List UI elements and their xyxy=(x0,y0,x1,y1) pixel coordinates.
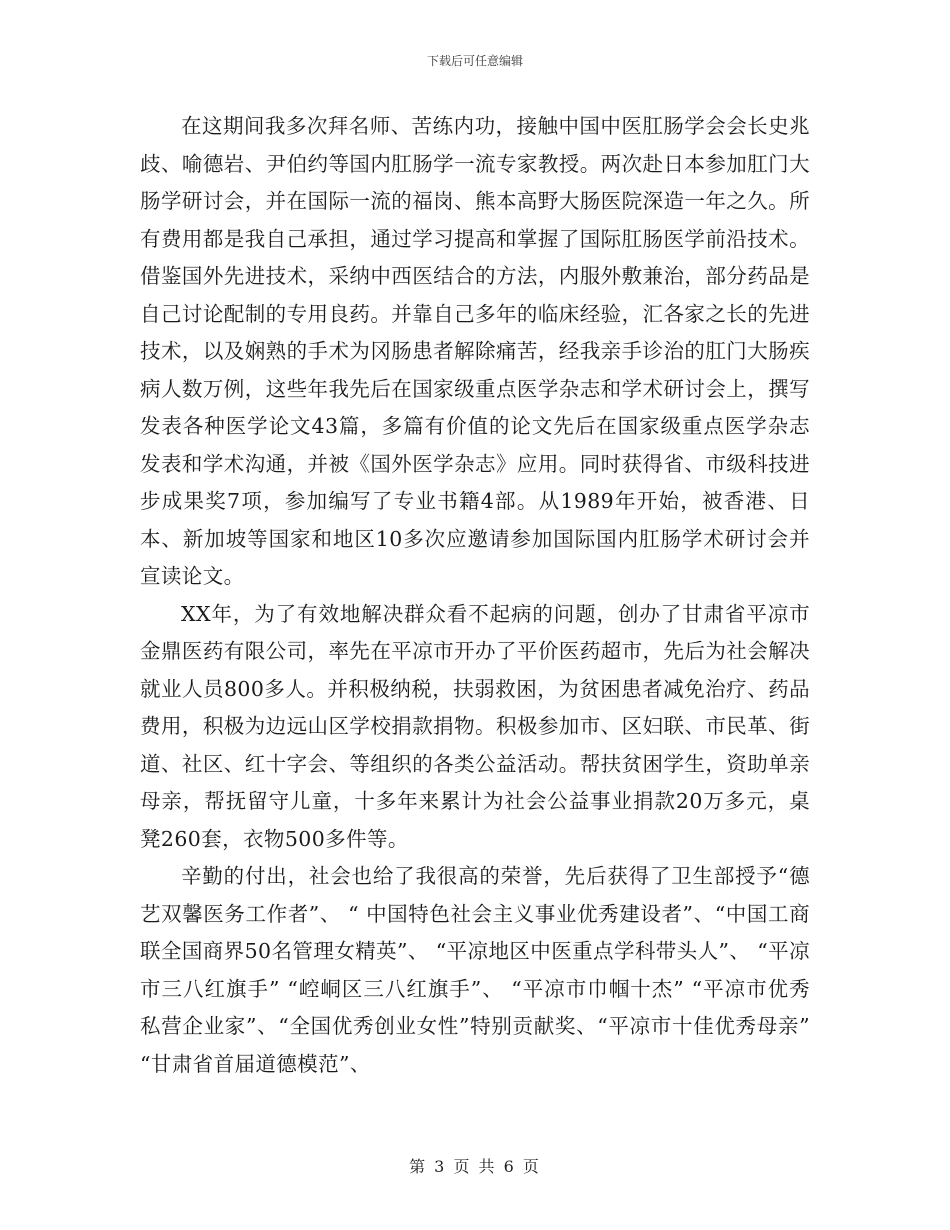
page-header: 下载后可任意编辑 xyxy=(426,54,523,68)
paragraph-2: XX年，为了有效地解决群众看不起病的问题，创办了甘肃省平凉市金鼎医药有限公司，率先在平凉市开办了平价医药超市，先后为社会解决就业人员800多人。并积极纳税，扶弱救困，为贫困患者减免治疗、药品费用，积极为边远山区学校捐款捐物。积极参加市、区妇联、市民革、街道、社区、红十字会、等组织的各类公益活动。帮扶贫困学生，资助单亲母亲，帮抚留守儿童，十多年来累计为社会公益事业捐款20万多元，桌凳260套，衣物500多件等。 xyxy=(140,601,810,851)
paragraph-1: 在这期间我多次拜名师、苦练内功，接触中国中医肛肠学会会长史兆歧、喻德岩、尹伯约等国内肛肠学一流专家教授。两次赴日本参加肛门大肠学研讨会，并在国际一流的福岗、熊本高野大肠医院深造一年之久。所有费用都是我自己承担，通过学习提高和掌握了国际肛肠医学前沿技术。借鉴国外先进技术，采纳中西医结合的方法，内服外敷兼治，部分药品是自己讨论配制的专用良药。并靠自己多年的临床经验，汇各家之长的先进技术，以及娴熟的手术为冈肠患者解除痛苦，经我亲手诊治的肛门大肠疾病人数万例，这些年我先后在国家级重点医学杂志和学术研讨会上，撰写发表各种医学论文43篇，多篇有价值的论文先后在国家级重点医学杂志发表和学术沟通，并被《国外医学杂志》应用。同时获得省、市级科技进步成果奖7项，参加编写了专业书籍4部。从1989年开始，被香港、日本、新加坡等国家和地区10多次应邀请参加国际国内肛肠学术研讨会并宣读论文。 xyxy=(140,114,810,588)
document-body xyxy=(140,108,810,1083)
page-number-footer: 第 3 页 共 6 页 xyxy=(409,1157,541,1176)
paragraph-3: 辛勤的付出，社会也给了我很高的荣誉，先后获得了卫生部授予“德艺双馨医务工作者”、 “ 中国特色社会主义事业优秀建设者”、“中国工商联全国商界50名管理女精英”、 “平凉地区中医重点学科带头人”、 “平凉市三八红旗手” “崆峒区三八红旗手”、 “平凉市巾帼十杰” “平凉市优秀私营企业家”、“全国优秀创业女性”特别贡献奖、“平凉市十佳优秀母亲” “甘肃省首届道德模范”、 xyxy=(140,864,810,1076)
